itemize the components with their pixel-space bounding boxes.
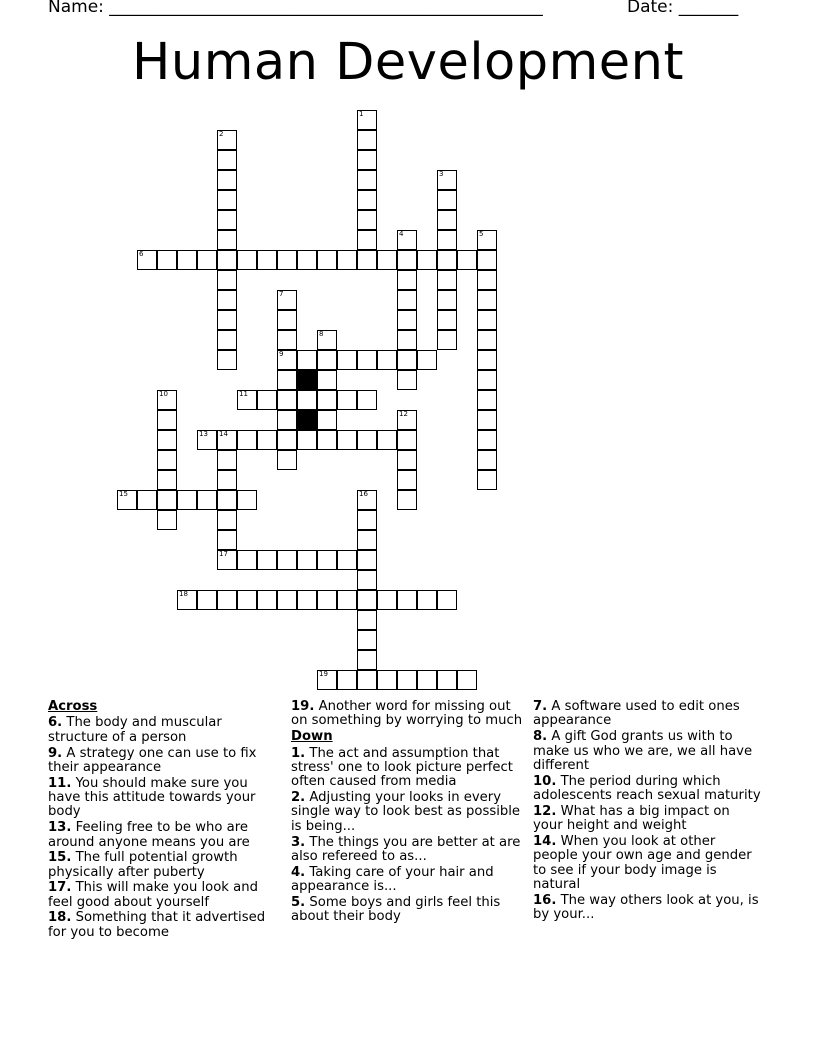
crossword-cell[interactable] — [317, 590, 337, 610]
crossword-cell[interactable] — [457, 250, 477, 270]
crossword-cell[interactable] — [357, 230, 377, 250]
crossword-cell[interactable] — [217, 450, 237, 470]
across-clue: 9. A strategy one can use to fix their appearance — [48, 745, 257, 775]
crossword-cell[interactable] — [197, 490, 217, 510]
crossword-cell[interactable] — [237, 550, 257, 570]
crossword-cell[interactable] — [217, 490, 237, 510]
crossword-cell[interactable] — [397, 450, 417, 470]
crossword-cell[interactable] — [437, 310, 457, 330]
clue-column-3 — [533, 700, 761, 924]
crossword-cell[interactable] — [397, 470, 417, 490]
crossword-cell[interactable] — [257, 590, 277, 610]
crossword-cell[interactable] — [177, 490, 197, 510]
across-clue: 18. Something that it advertised for you to become — [48, 910, 266, 940]
down-clue: 5. Some boys and girls feel this about their body — [291, 894, 501, 925]
crossword-cell[interactable] — [357, 550, 377, 570]
crossword-cell[interactable] — [377, 590, 397, 610]
crossword-cell[interactable] — [217, 270, 237, 290]
crossword-cell[interactable] — [237, 430, 257, 450]
across-clue: 15. The full potential growth physically after puberty — [48, 850, 238, 880]
crossword-cell[interactable] — [217, 550, 237, 570]
crossword-cell[interactable] — [397, 250, 417, 270]
clue-number: 5 — [479, 230, 484, 238]
crossword-cell[interactable] — [197, 250, 217, 270]
crossword-cell[interactable] — [197, 590, 217, 610]
crossword-cell[interactable] — [317, 410, 337, 430]
crossword-cell[interactable] — [417, 670, 437, 690]
down-clue: 1. The act and assumption that stress' one to look picture perfect often caused from media — [291, 745, 513, 790]
crossword-cell[interactable] — [477, 350, 497, 370]
crossword-cell[interactable] — [257, 550, 277, 570]
crossword-cell[interactable] — [357, 210, 377, 230]
clue-number: 17 — [219, 550, 228, 558]
crossword-cell[interactable] — [217, 530, 237, 550]
crossword-cell[interactable] — [477, 470, 497, 490]
clue-number: 7 — [279, 290, 284, 298]
crossword-cell[interactable] — [357, 510, 377, 530]
clue-number: 4 — [399, 230, 404, 238]
crossword-cell[interactable] — [217, 430, 237, 450]
crossword-cell[interactable] — [317, 670, 337, 690]
crossword-cell[interactable] — [377, 430, 397, 450]
down-clue: 16. The way others look at you, is by your... — [533, 892, 759, 923]
crossword-cell[interactable] — [157, 510, 177, 530]
clue-number: 19 — [319, 670, 328, 678]
across-clue: 6. The body and muscular structure of a person — [48, 715, 222, 745]
crossword-cell[interactable] — [357, 630, 377, 650]
crossword-cell[interactable] — [437, 170, 457, 190]
crossword-cell[interactable] — [397, 270, 417, 290]
crossword-cell[interactable] — [217, 130, 237, 150]
crossword-cell[interactable] — [297, 250, 317, 270]
clue-number: 16 — [359, 490, 368, 498]
crossword-cell[interactable] — [437, 210, 457, 230]
crossword-cell[interactable] — [477, 430, 497, 450]
crossword-cell[interactable] — [357, 170, 377, 190]
clue-number: 3 — [439, 170, 444, 178]
crossword-cell[interactable] — [437, 230, 457, 250]
crossword-cell[interactable] — [397, 490, 417, 510]
name-field: Name: ___________________________________________________ — [48, 0, 543, 17]
crossword-cell[interactable] — [157, 390, 177, 410]
crossword-cell[interactable] — [417, 250, 437, 270]
clue-number: 13 — [199, 430, 208, 438]
crossword-cell[interactable] — [337, 250, 357, 270]
crossword-cell[interactable] — [217, 230, 237, 250]
crossword-cell[interactable] — [357, 610, 377, 630]
clue-number: 1 — [359, 110, 364, 118]
crossword-cell[interactable] — [297, 390, 317, 410]
crossword-cell[interactable] — [237, 390, 257, 410]
crossword-cell[interactable] — [357, 570, 377, 590]
down-clue: 2. Adjusting your looks in every single way to look best as possible is being... — [291, 790, 521, 834]
down-clue: 3. The things you are better at are also refereed to as... — [291, 834, 521, 864]
crossword-cell[interactable] — [477, 290, 497, 310]
crossword-cell[interactable] — [297, 550, 317, 570]
crossword-cell[interactable] — [157, 450, 177, 470]
crossword-cell[interactable] — [357, 190, 377, 210]
clue-number: 11 — [239, 390, 248, 398]
crossword-cell[interactable] — [277, 250, 297, 270]
crossword-cell[interactable] — [197, 430, 217, 450]
crossword-cell[interactable] — [397, 370, 417, 390]
crossword-cell[interactable] — [157, 470, 177, 490]
crossword-cell[interactable] — [257, 430, 277, 450]
page-title: Human Development — [132, 33, 684, 92]
crossword-cell[interactable] — [357, 590, 377, 610]
crossword-cell[interactable] — [397, 670, 417, 690]
crossword-cell[interactable] — [357, 530, 377, 550]
black-square — [297, 410, 317, 430]
crossword-cell[interactable] — [277, 330, 297, 350]
crossword-cell[interactable] — [277, 450, 297, 470]
crossword-cell[interactable] — [217, 250, 237, 270]
crossword-cell[interactable] — [277, 290, 297, 310]
crossword-cell[interactable] — [137, 490, 157, 510]
crossword-cell[interactable] — [377, 670, 397, 690]
crossword-cell[interactable] — [277, 590, 297, 610]
crossword-cell[interactable] — [357, 250, 377, 270]
crossword-cell[interactable] — [277, 390, 297, 410]
crossword-cell[interactable] — [477, 250, 497, 270]
crossword-cell[interactable] — [157, 410, 177, 430]
crossword-cell[interactable] — [237, 490, 257, 510]
clue-column-1 — [48, 700, 280, 942]
down-clue: 4. Taking care of your hair and appearance is... — [291, 864, 494, 895]
crossword-cell[interactable] — [477, 330, 497, 350]
clue-number: 12 — [399, 410, 408, 418]
crossword-cell[interactable] — [357, 650, 377, 670]
down-clue: 8. A gift God grants us with to make us who we are, we all have different — [533, 729, 753, 773]
clue-number: 18 — [179, 590, 188, 598]
across-clue: 17. This will make you look and feel good about yourself — [48, 880, 258, 910]
crossword-cell[interactable] — [257, 250, 277, 270]
crossword-cell[interactable] — [397, 290, 417, 310]
across-heading: Across — [48, 699, 98, 714]
crossword-cell[interactable] — [177, 590, 197, 610]
crossword-cell[interactable] — [317, 330, 337, 350]
crossword-cell[interactable] — [437, 190, 457, 210]
crossword-cell[interactable] — [437, 670, 457, 690]
clue-number: 6 — [139, 250, 144, 258]
crossword-cell[interactable] — [237, 590, 257, 610]
crossword-cell[interactable] — [257, 390, 277, 410]
crossword-cell[interactable] — [217, 150, 237, 170]
crossword-cell[interactable] — [237, 250, 257, 270]
crossword-cell[interactable] — [277, 550, 297, 570]
crossword-cell[interactable] — [337, 350, 357, 370]
down-clue: 10. The period during which adolescents reach sexual maturity — [533, 773, 761, 804]
crossword-cell[interactable] — [357, 150, 377, 170]
crossword-cell[interactable] — [317, 430, 337, 450]
crossword-cell[interactable] — [357, 110, 377, 130]
crossword-cell[interactable] — [217, 290, 237, 310]
clue-column-2 — [291, 700, 527, 926]
across-clue: 19. Another word for missing out on something by worrying to much — [291, 699, 523, 729]
crossword-cell[interactable] — [437, 250, 457, 270]
crossword-cell[interactable] — [317, 350, 337, 370]
crossword-cell[interactable] — [397, 310, 417, 330]
crossword-cell[interactable] — [217, 310, 237, 330]
crossword-cell[interactable] — [337, 390, 357, 410]
crossword-cell[interactable] — [277, 430, 297, 450]
crossword-cell[interactable] — [357, 670, 377, 690]
crossword-cell[interactable] — [317, 250, 337, 270]
crossword-cell[interactable] — [477, 370, 497, 390]
crossword-cell[interactable] — [157, 490, 177, 510]
down-clue: 14. When you look at other people your own age and gender to see if your body image is natural — [533, 833, 752, 893]
crossword-cell[interactable] — [477, 310, 497, 330]
clue-number: 2 — [219, 130, 224, 138]
crossword-cell[interactable] — [477, 450, 497, 470]
crossword-cell[interactable] — [357, 130, 377, 150]
crossword-cell[interactable] — [317, 370, 337, 390]
clue-number: 9 — [279, 350, 284, 358]
crossword-cell[interactable] — [477, 390, 497, 410]
down-heading: Down — [291, 729, 333, 745]
crossword-cell[interactable] — [317, 390, 337, 410]
crossword-cell[interactable] — [217, 210, 237, 230]
crossword-cell[interactable] — [217, 330, 237, 350]
crossword-cell[interactable] — [397, 410, 417, 430]
crossword-cell[interactable] — [217, 590, 237, 610]
crossword-cell[interactable] — [277, 310, 297, 330]
crossword-cell[interactable] — [297, 350, 317, 370]
crossword-cell[interactable] — [397, 330, 417, 350]
crossword-cell[interactable] — [477, 410, 497, 430]
crossword-cell[interactable] — [337, 590, 357, 610]
clue-number: 10 — [159, 390, 168, 398]
crossword-cell[interactable] — [177, 250, 197, 270]
crossword-cell[interactable] — [337, 550, 357, 570]
crossword-cell[interactable] — [397, 590, 417, 610]
down-clue: 7. A software used to edit ones appearance — [533, 699, 740, 729]
crossword-cell[interactable] — [417, 350, 437, 370]
crossword-cell[interactable] — [157, 430, 177, 450]
crossword-cell[interactable] — [357, 490, 377, 510]
crossword-cell[interactable] — [277, 370, 297, 390]
crossword-cell[interactable] — [477, 230, 497, 250]
crossword-cell[interactable] — [217, 350, 237, 370]
crossword-cell[interactable] — [437, 330, 457, 350]
crossword-cell[interactable] — [437, 270, 457, 290]
crossword-cell[interactable] — [357, 430, 377, 450]
clue-number: 8 — [319, 330, 324, 338]
crossword-cell[interactable] — [217, 470, 237, 490]
clue-number: 14 — [219, 430, 228, 438]
crossword-cell[interactable] — [117, 490, 137, 510]
clue-number: 15 — [119, 490, 128, 498]
crossword-cell[interactable] — [377, 250, 397, 270]
across-clue: 11. You should make sure you have this attitude towards your body — [48, 775, 256, 820]
crossword-cell[interactable] — [397, 350, 417, 370]
crossword-cell[interactable] — [477, 270, 497, 290]
crossword-cell[interactable] — [217, 170, 237, 190]
across-clue: 13. Feeling free to be who are around anyone means you are — [48, 820, 250, 850]
crossword-cell[interactable] — [357, 390, 377, 410]
crossword-cell[interactable] — [437, 590, 457, 610]
crossword-cell[interactable] — [297, 590, 317, 610]
crossword-cell[interactable] — [297, 430, 317, 450]
crossword-cell[interactable] — [317, 550, 337, 570]
date-field: Date: _______ — [627, 0, 739, 17]
crossword-cell[interactable] — [337, 430, 357, 450]
crossword-cell[interactable] — [437, 290, 457, 310]
crossword-cell[interactable] — [157, 250, 177, 270]
crossword-cell[interactable] — [217, 190, 237, 210]
black-square — [297, 370, 317, 390]
crossword-cell[interactable] — [277, 350, 297, 370]
crossword-cell[interactable] — [337, 670, 357, 690]
crossword-cell[interactable] — [457, 670, 477, 690]
crossword-cell[interactable] — [377, 350, 397, 370]
crossword-cell[interactable] — [417, 590, 437, 610]
crossword-cell[interactable] — [397, 230, 417, 250]
crossword-cell[interactable] — [277, 410, 297, 430]
crossword-cell[interactable] — [357, 350, 377, 370]
crossword-cell[interactable] — [397, 430, 417, 450]
down-clue: 12. What has a big impact on your height and weight — [533, 803, 730, 834]
crossword-cell[interactable] — [137, 250, 157, 270]
crossword-cell[interactable] — [217, 510, 237, 530]
